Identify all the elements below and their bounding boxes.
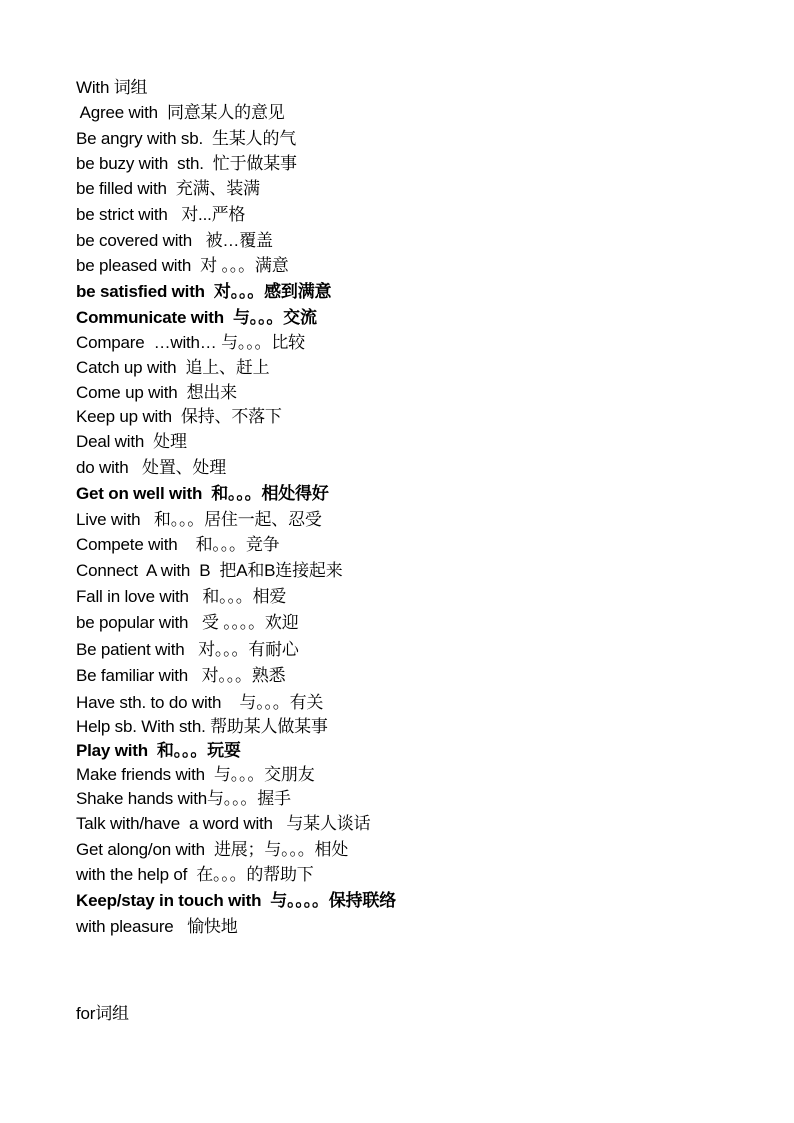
phrase-line: Agree with 同意某人的意见 xyxy=(76,103,285,122)
phrase-line: Help sb. With sth. 帮助某人做某事 xyxy=(76,717,328,736)
for-heading: for词组 xyxy=(76,1004,129,1023)
phrase-line: be strict with 对...严格 xyxy=(76,205,246,224)
phrase-line: be popular with 受 。。。。欢迎 xyxy=(76,613,299,632)
phrase-line: Fall in love with 和。。。相爱 xyxy=(76,587,287,606)
phrase-line: Talk with/have a word with 与某人谈话 xyxy=(76,814,371,833)
phrase-line: Catch up with 追上、赶上 xyxy=(76,358,270,377)
phrase-line: Be patient with 对。。。有耐心 xyxy=(76,640,299,659)
phrase-line: with the help of 在。。。的帮助下 xyxy=(76,865,314,884)
phrase-line: Come up with 想出来 xyxy=(76,383,237,402)
phrase-line: Deal with 处理 xyxy=(76,432,187,451)
phrase-line: Compete with 和。。。竞争 xyxy=(76,535,280,554)
with-heading: With 词组 xyxy=(76,78,148,97)
phrase-line: Be familiar with 对。。。熟悉 xyxy=(76,666,286,685)
phrase-line: Keep/stay in touch with 与。。。。保持联络 xyxy=(76,891,397,910)
phrase-line: Shake hands with与。。。握手 xyxy=(76,789,291,808)
phrase-line: Be angry with sb. 生某人的气 xyxy=(76,129,297,148)
phrase-line: Communicate with 与。。。交流 xyxy=(76,308,317,327)
phrase-line: be covered with 被…覆盖 xyxy=(76,231,273,250)
phrase-line: Get along/on with 进展；与。。。相处 xyxy=(76,840,349,859)
phrase-line: be filled with 充满、装满 xyxy=(76,179,260,198)
phrase-line: Compare …with… 与。。。比较 xyxy=(76,333,305,352)
phrase-line: Have sth. to do with 与。。。有关 xyxy=(76,693,324,712)
phrase-line: Get on well with 和。。。相处得好 xyxy=(76,484,329,503)
phrase-line: Connect A with B 把A和B连接起来 xyxy=(76,561,343,580)
phrase-line: Play with 和。。。玩耍 xyxy=(76,741,241,760)
phrase-line: Keep up with 保持、不落下 xyxy=(76,407,282,426)
phrase-line: with pleasure 愉快地 xyxy=(76,917,238,936)
phrase-line: be satisfied with 对。。。感到满意 xyxy=(76,282,332,301)
phrase-line: be buzy with sth. 忙于做某事 xyxy=(76,154,297,173)
phrase-line: Make friends with 与。。。交朋友 xyxy=(76,765,315,784)
phrase-line: be pleased with 对 。。。满意 xyxy=(76,256,289,275)
phrase-line: Live with 和。。。居住一起、忍受 xyxy=(76,510,322,529)
phrase-line: do with 处置、处理 xyxy=(76,458,227,477)
